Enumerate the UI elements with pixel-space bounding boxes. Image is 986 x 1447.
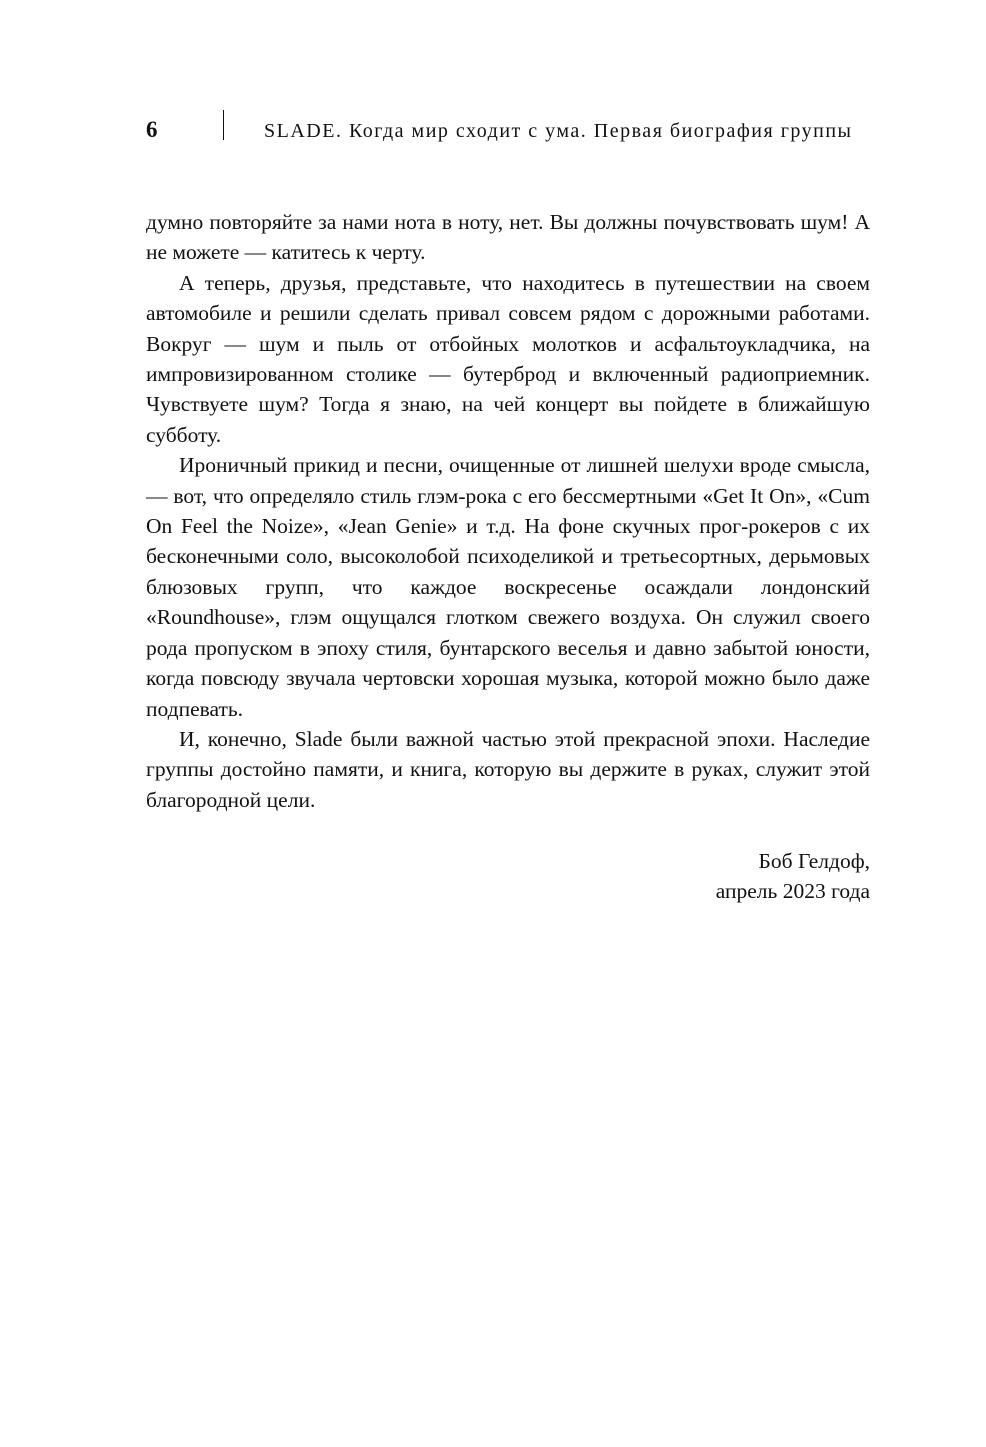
body-text (146, 207, 870, 815)
paragraph-slade-legacy: И, конечно, Slade были важной частью этой прекрасной эпохи. Наследие группы достойно памяти, и книга, которую вы держите в руках, служит этой благородной цели. (146, 726, 870, 812)
paragraph-glam-rock: Ироничный прикид и песни, очищенные от лишней шелухи вроде смысла, — вот, что определяло стиль глэм-рока с его бессмертными «Get It On», «Cum On Feel the Noize», «Jean Genie» и т.д. На фоне скучных прог-рокеров с их бесконечными соло, высоколобой психоделикой и третьесортных, дерьмовых блюзовых групп, что каждое воскресенье осаждали лондонский «Roundhouse», глэм ощущался глотком свежего воздуха. Он служил своего рода пропуском в эпоху стиля, бунтарского веселья и давно забытой юности, когда повсюду звучала чертовски хорошая музыка, которой можно было даже подпевать. (146, 453, 870, 721)
paragraph-continuation: думно повторяйте за нами нота в ноту, нет. Вы должны почувствовать шум! А не можете — катитесь к черту. (146, 210, 870, 265)
signature-date: апрель 2023 года (715, 879, 870, 904)
signature-author: Боб Гелдоф, (758, 849, 870, 873)
running-head (0, 0, 986, 160)
paragraph-road-works: А теперь, друзья, представьте, что находитесь в путешествии на своем автомобиле и решили сделать привал совсем рядом с дорожными работами. Вокруг — шум и пыль от отбойных молотков и асфальтоукладчика, на импровизированном столике — бутерброд и включенный радиоприемник. Чувствуете шум? Тогда я знаю, на чей концерт вы пойдете в ближайшую субботу. (146, 270, 870, 447)
header-divider (223, 110, 224, 140)
page-number: 6 (146, 117, 158, 142)
book-title: SLADE. Когда мир сходит с ума. Первая биография группы (264, 120, 853, 142)
signature (146, 846, 870, 907)
